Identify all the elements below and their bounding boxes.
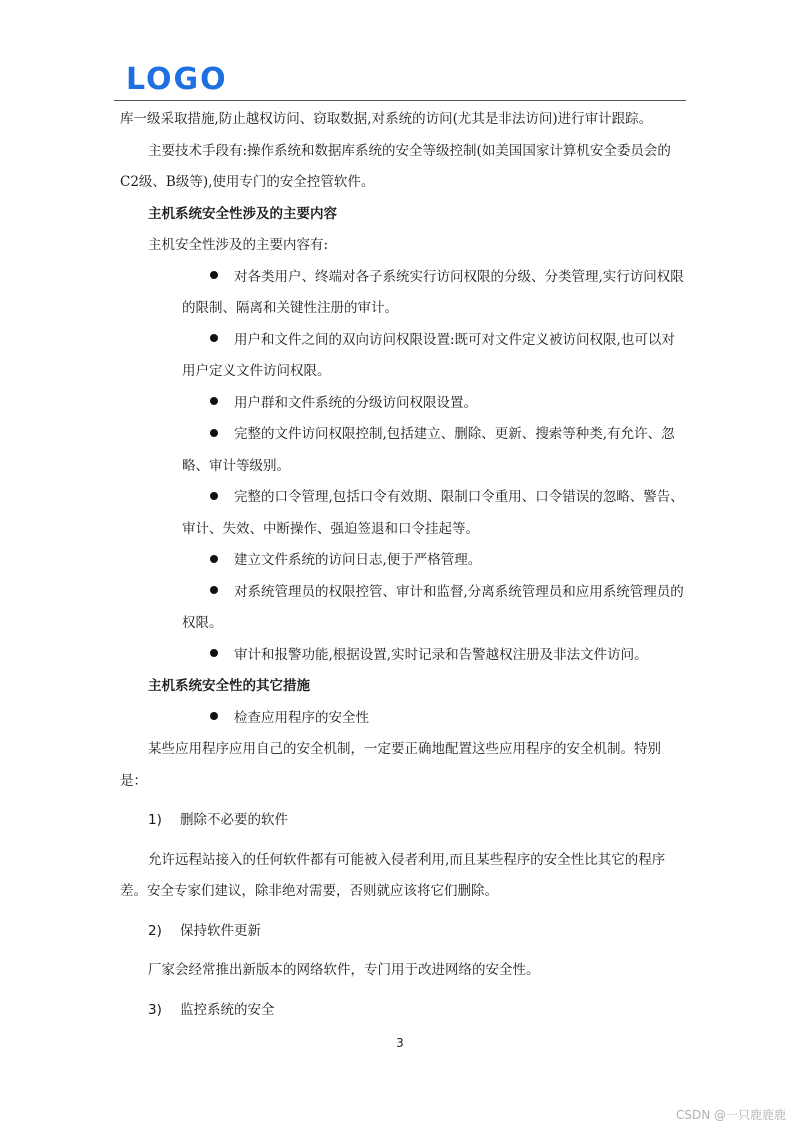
numbered-item [120, 908, 686, 956]
list-item: 用户群和文件系统的分级访问权限设置。 [120, 388, 686, 420]
item-number: 2) [148, 922, 162, 939]
numbered-item [120, 987, 686, 1035]
item-number: 3) [148, 1001, 162, 1018]
section-heading: 主机系统安全性的其它措施 [148, 678, 310, 694]
item-label: 监控系统的安全 [180, 1001, 275, 1018]
bullet-icon [210, 712, 218, 720]
list-item: 用户和文件之间的双向访问权限设置:既可对文件定义被访问权限,也可以对用户定义文件访问权限。 [182, 331, 675, 379]
list-item: 对系统管理员的权限控管、审计和监督,分离系统管理员和应用系统管理员的权限。 [182, 583, 684, 631]
paragraph: 主要技术手段有:操作系统和数据库系统的安全等级控制(如美国国家计算机安全委员会的C2级、B级等),使用专门的安全控管软件。 [120, 142, 671, 190]
paragraph: 主机安全性涉及的主要内容有: [148, 237, 329, 253]
watermark: CSDN @一只鹿鹿鹿 [675, 1108, 786, 1122]
numbered-item [120, 797, 686, 845]
bullet-icon [210, 649, 218, 657]
list-item: 审计和报警功能,根据设置,实时记录和告警越权注册及非法文件访问。 [120, 640, 686, 672]
list-item: 建立文件系统的访问日志,便于严格管理。 [120, 545, 686, 577]
list-item: 完整的文件访问权限控制,包括建立、删除、更新、搜索等种类,有允许、忽略、审计等级别。 [182, 426, 675, 474]
list-item: 完整的口令管理,包括口令有效期、限制口令重用、口令错误的忽略、警告、审计、失效、中断操作、强迫签退和口令挂起等。 [182, 489, 684, 537]
logo: LOGO [126, 62, 228, 97]
list-item: 检查应用程序的安全性 [120, 703, 686, 735]
bullet-icon [210, 555, 218, 563]
paragraph: 某些应用程序应用自己的安全机制，一定要正确地配置这些应用程序的安全机制。特别是： [120, 741, 661, 789]
bullet-icon [210, 429, 218, 437]
page-number: 3 [396, 1036, 404, 1050]
item-label: 保持软件更新 [180, 922, 261, 939]
bullet-icon [210, 334, 218, 342]
bullet-icon [210, 271, 218, 279]
section-heading: 主机系统安全性涉及的主要内容 [148, 205, 337, 222]
paragraph: 厂家会经常推出新版本的网络软件，专门用于改进网络的安全性。 [148, 962, 540, 978]
paragraph: 库一级采取措施,防止越权访问、窃取数据,对系统的访问(尤其是非法访问)进行审计跟踪。 [120, 111, 653, 127]
bullet-icon [210, 586, 218, 594]
paragraph: 允许远程站接入的任何软件都有可能被入侵者利用,而且某些程序的安全性比其它的程序差。安全专家们建议，除非绝对需要，否则就应该将它们删除。 [120, 851, 666, 899]
bullet-icon [210, 397, 218, 405]
list-item: 对各类用户、终端对各子系统实行访问权限的分级、分类管理,实行访问权限的限制、隔离和关键性注册的审计。 [182, 268, 684, 316]
item-label: 删除不必要的软件 [180, 812, 288, 828]
header-divider [114, 100, 686, 101]
item-number: 1) [148, 812, 162, 828]
document-body [120, 104, 686, 1034]
bullet-icon [210, 492, 218, 500]
